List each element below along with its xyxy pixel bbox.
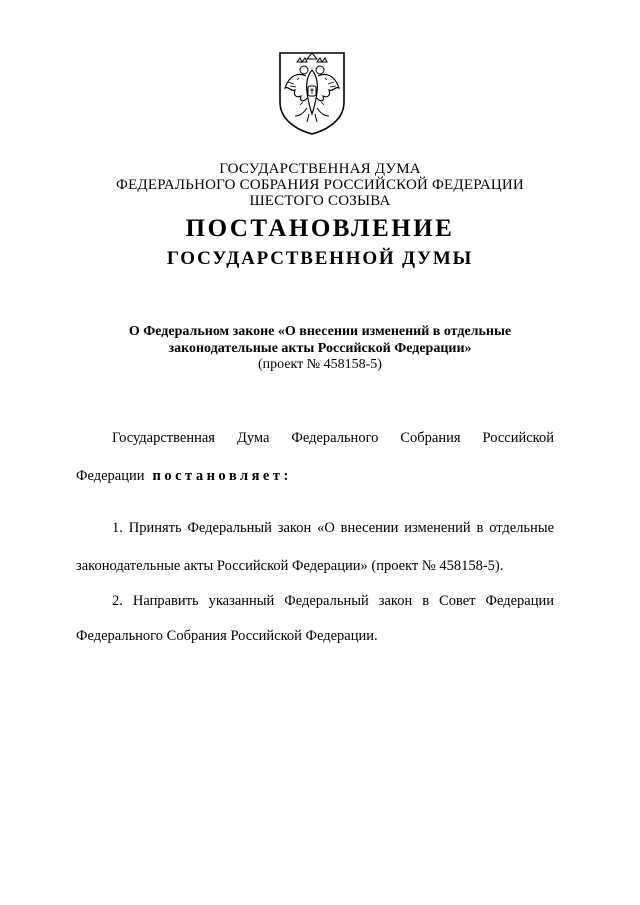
subject-line-2: законодательные акты Российской Федерации» [168, 341, 472, 356]
intro-line-2: Федерации постановляет: [76, 468, 292, 484]
document-subtitle: ГОСУДАРСТВЕННОЙ ДУМЫ [166, 248, 474, 269]
convocation-line: ШЕСТОГО СОЗЫВА [249, 193, 391, 209]
item-1-line-1: 1. Принять Федеральный закон «О внесении изменений в отдельные [112, 520, 554, 536]
draft-number: (проект № 458158-5) [258, 357, 382, 372]
document-title: ПОСТАНОВЛЕНИЕ [185, 215, 455, 242]
coat-of-arms-icon [277, 50, 347, 136]
item-2-line-2: Федерального Собрания Российской Федерации. [76, 628, 378, 644]
intro-line-1: Государственная Дума Федерального Собрания Российской [112, 430, 554, 446]
item-1-line-2: законодательные акты Российской Федерации» (проект № 458158-5). [76, 558, 504, 574]
item-2-line-1: 2. Направить указанный Федеральный закон в Совет Федерации [112, 593, 554, 609]
subject-line-1: О Федеральном законе «О внесении изменений в отдельные [128, 324, 512, 339]
resolves-word: постановляет: [152, 468, 292, 484]
org-name-line-2: ФЕДЕРАЛЬНОГО СОБРАНИЯ РОССИЙСКОЙ ФЕДЕРАЦИИ [116, 177, 524, 193]
org-name-line-1: ГОСУДАРСТВЕННАЯ ДУМА [219, 161, 421, 177]
